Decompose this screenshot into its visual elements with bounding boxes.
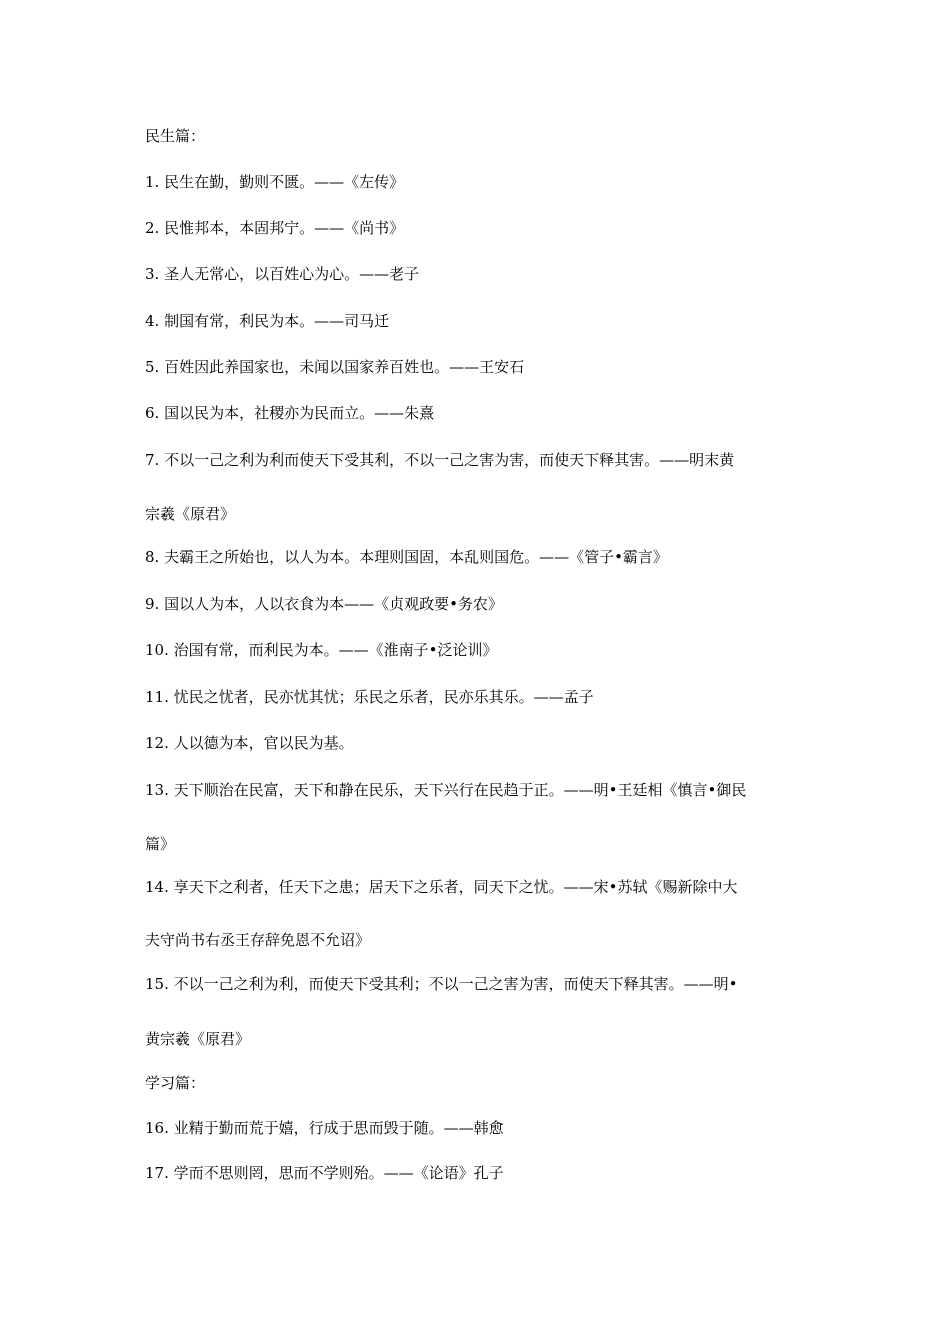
- quote-line: 14. 享天下之利者，任天下之患；居天下之乐者，同天下之忧。——宋•苏轼《赐新除中大: [145, 878, 738, 896]
- quote-line: 16. 业精于勤而荒于嬉，行成于思而毁于随。——韩愈: [145, 1119, 504, 1137]
- quote-line: 6. 国以民为本，社稷亦为民而立。——朱熹: [145, 404, 435, 422]
- quote-line-continuation: 宗羲《原君》: [145, 505, 236, 523]
- quote-line: 15. 不以一己之利为利，而使天下受其利；不以一己之害为害，而使天下释其害。——明•: [145, 975, 738, 993]
- quote-line: 10. 治国有常，而利民为本。——《淮南子•泛论训》: [145, 641, 498, 659]
- quote-line: 4. 制国有常，利民为本。——司马迁: [145, 312, 390, 330]
- quote-line-continuation: 黄宗羲《原君》: [145, 1030, 251, 1048]
- quote-line-continuation: 篇》: [145, 835, 176, 853]
- quote-line: 8. 夫霸王之所始也，以人为本。本理则国固，本乱则国危。——《管子•霸言》: [145, 548, 668, 566]
- quote-line: 5. 百姓因此养国家也，未闻以国家养百姓也。——王安石: [145, 358, 525, 376]
- quote-line: 13. 天下顺治在民富，天下和静在民乐，天下兴行在民趋于正。——明•王廷相《慎言•御民: [145, 781, 747, 799]
- quote-line: 17. 学而不思则罔，思而不学则殆。——《论语》孔子: [145, 1164, 504, 1182]
- quote-line: 7. 不以一己之利为利而使天下受其利，不以一己之害为害，而使天下释其害。——明末黄: [145, 451, 735, 469]
- quote-line: 1. 民生在勤，勤则不匮。——《左传》: [145, 173, 405, 191]
- quote-line: 12. 人以德为本，官以民为基。: [145, 734, 354, 752]
- section-heading-minsheng: 民生篇：: [145, 127, 206, 145]
- quote-line-continuation: 夫守尚书右丞王存辞免恩不允诏》: [145, 931, 371, 949]
- section-heading-xuexi: 学习篇：: [145, 1074, 206, 1092]
- quote-line: 11. 忧民之忧者，民亦忧其忧；乐民之乐者，民亦乐其乐。——孟子: [145, 688, 594, 706]
- quote-line: 9. 国以人为本，人以衣食为本——《贞观政要•务农》: [145, 595, 503, 613]
- quote-line: 2. 民惟邦本，本固邦宁。——《尚书》: [145, 219, 405, 237]
- quote-line: 3. 圣人无常心，以百姓心为心。——老子: [145, 265, 420, 283]
